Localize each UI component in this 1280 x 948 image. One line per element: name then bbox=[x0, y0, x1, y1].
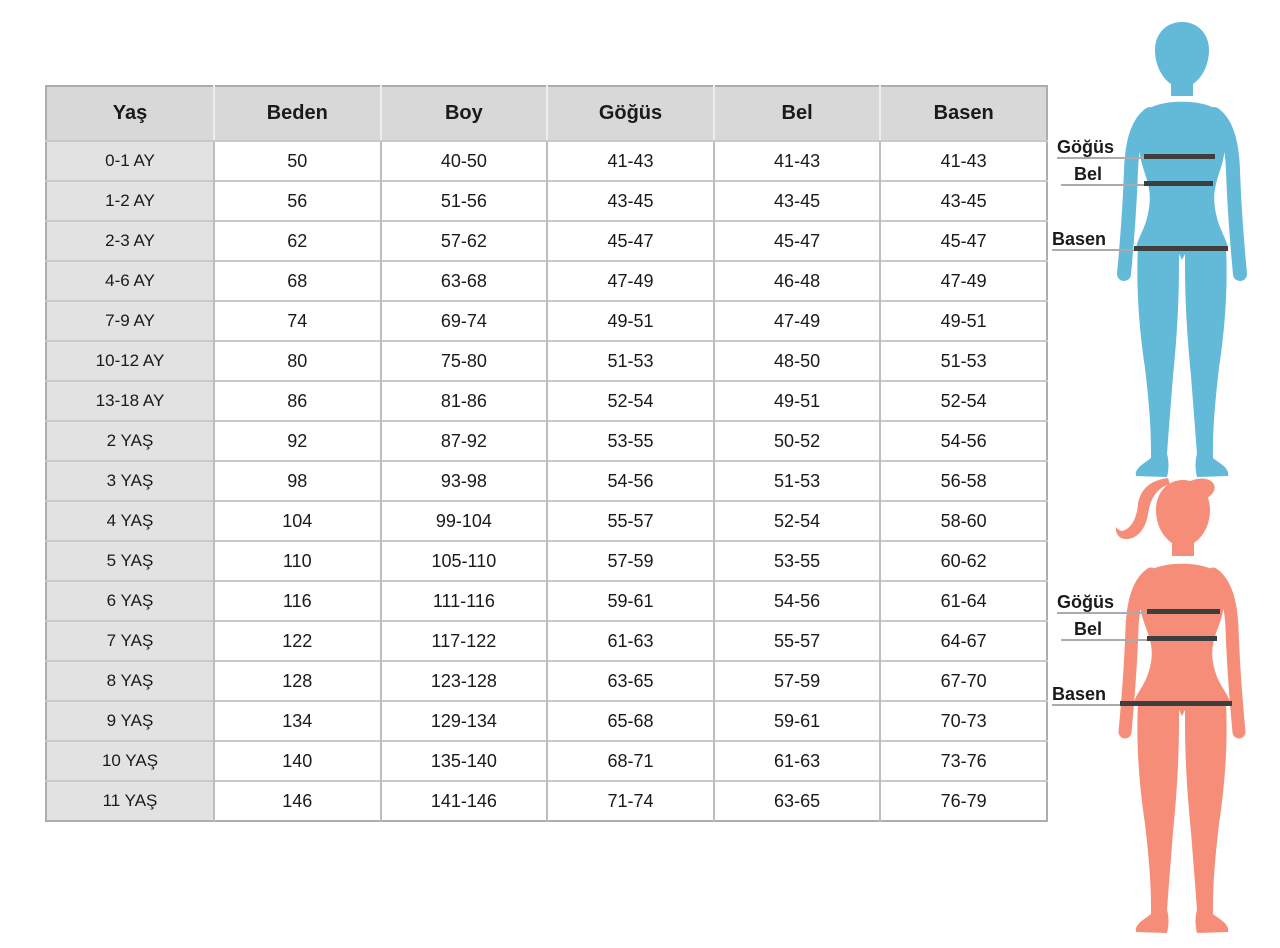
blue-left-leg bbox=[1136, 246, 1179, 477]
table-cell: 51-53 bbox=[880, 341, 1047, 381]
table-cell: 74 bbox=[214, 301, 381, 341]
row-header: 0-1 AY bbox=[46, 141, 214, 181]
girl-silhouette-pink-svg bbox=[1088, 476, 1278, 938]
table-cell: 99-104 bbox=[381, 501, 548, 541]
pink-head bbox=[1156, 480, 1210, 556]
table-cell: 60-62 bbox=[880, 541, 1047, 581]
column-header: Boy bbox=[381, 86, 548, 141]
table-cell: 63-65 bbox=[714, 781, 881, 821]
table-cell: 52-54 bbox=[880, 381, 1047, 421]
table-cell: 141-146 bbox=[381, 781, 548, 821]
table-cell: 81-86 bbox=[381, 381, 548, 421]
child-silhouette-blue bbox=[1088, 20, 1278, 482]
row-header: 2 YAŞ bbox=[46, 421, 214, 461]
column-header: Yaş bbox=[46, 86, 214, 141]
row-header: 6 YAŞ bbox=[46, 581, 214, 621]
table-cell: 59-61 bbox=[547, 581, 714, 621]
table-cell: 56 bbox=[214, 181, 381, 221]
table-cell: 48-50 bbox=[714, 341, 881, 381]
pink-chest-measure-line bbox=[1147, 609, 1220, 614]
pink-left-leg bbox=[1136, 702, 1179, 933]
table-cell: 49-51 bbox=[714, 381, 881, 421]
blue-chest-label: Göğüs bbox=[1057, 137, 1114, 157]
blue-waist-label: Bel bbox=[1074, 164, 1103, 184]
table-row bbox=[46, 541, 1047, 581]
table-cell: 59-61 bbox=[714, 701, 881, 741]
row-header: 10 YAŞ bbox=[46, 741, 214, 781]
table-row bbox=[46, 741, 1047, 781]
table-row bbox=[46, 341, 1047, 381]
table-cell: 54-56 bbox=[714, 581, 881, 621]
table-cell: 69-74 bbox=[381, 301, 548, 341]
table-row bbox=[46, 461, 1047, 501]
table-cell: 45-47 bbox=[547, 221, 714, 261]
table-cell: 43-45 bbox=[714, 181, 881, 221]
table-cell: 116 bbox=[214, 581, 381, 621]
table-cell: 52-54 bbox=[714, 501, 881, 541]
size-table-body bbox=[46, 141, 1047, 821]
table-row bbox=[46, 661, 1047, 701]
column-header: Göğüs bbox=[547, 86, 714, 141]
table-row bbox=[46, 221, 1047, 261]
table-cell: 128 bbox=[214, 661, 381, 701]
table-row bbox=[46, 501, 1047, 541]
table-row bbox=[46, 581, 1047, 621]
table-cell: 140 bbox=[214, 741, 381, 781]
table-cell: 86 bbox=[214, 381, 381, 421]
table-cell: 53-55 bbox=[714, 541, 881, 581]
table-cell: 123-128 bbox=[381, 661, 548, 701]
table-cell: 63-65 bbox=[547, 661, 714, 701]
table-cell: 61-64 bbox=[880, 581, 1047, 621]
table-cell: 104 bbox=[214, 501, 381, 541]
table-cell: 50 bbox=[214, 141, 381, 181]
row-header: 5 YAŞ bbox=[46, 541, 214, 581]
blue-hip-measure-line bbox=[1134, 246, 1228, 251]
table-cell: 51-56 bbox=[381, 181, 548, 221]
table-cell: 62 bbox=[214, 221, 381, 261]
table-row bbox=[46, 381, 1047, 421]
table-cell: 122 bbox=[214, 621, 381, 661]
table-cell: 54-56 bbox=[547, 461, 714, 501]
table-cell: 57-59 bbox=[714, 661, 881, 701]
blue-hip-label: Basen bbox=[1052, 229, 1107, 249]
row-header: 8 YAŞ bbox=[46, 661, 214, 701]
row-header: 7-9 AY bbox=[46, 301, 214, 341]
table-cell: 55-57 bbox=[714, 621, 881, 661]
table-row bbox=[46, 261, 1047, 301]
table-cell: 55-57 bbox=[547, 501, 714, 541]
blue-head bbox=[1155, 22, 1209, 96]
table-cell: 56-58 bbox=[880, 461, 1047, 501]
table-cell: 80 bbox=[214, 341, 381, 381]
table-cell: 68-71 bbox=[547, 741, 714, 781]
table-cell: 53-55 bbox=[547, 421, 714, 461]
table-cell: 61-63 bbox=[714, 741, 881, 781]
pink-right-leg bbox=[1185, 702, 1228, 933]
pink-hip-measure-line bbox=[1120, 701, 1232, 706]
blue-waist-measure-line bbox=[1144, 181, 1213, 186]
table-cell: 52-54 bbox=[547, 381, 714, 421]
child-silhouette-blue-svg bbox=[1088, 20, 1278, 482]
pink-hip-label: Basen bbox=[1052, 684, 1107, 704]
table-row bbox=[46, 421, 1047, 461]
row-header: 10-12 AY bbox=[46, 341, 214, 381]
table-cell: 65-68 bbox=[547, 701, 714, 741]
column-header: Beden bbox=[214, 86, 381, 141]
table-cell: 40-50 bbox=[381, 141, 548, 181]
table-cell: 41-43 bbox=[880, 141, 1047, 181]
row-header: 1-2 AY bbox=[46, 181, 214, 221]
table-cell: 76-79 bbox=[880, 781, 1047, 821]
table-cell: 111-116 bbox=[381, 581, 548, 621]
table-row bbox=[46, 781, 1047, 821]
size-table bbox=[45, 85, 1048, 822]
pink-chest-label: Göğüs bbox=[1057, 592, 1114, 612]
table-cell: 49-51 bbox=[880, 301, 1047, 341]
table-row bbox=[46, 301, 1047, 341]
header-row bbox=[46, 86, 1047, 141]
column-header: Basen bbox=[880, 86, 1047, 141]
row-header: 4 YAŞ bbox=[46, 501, 214, 541]
row-header: 7 YAŞ bbox=[46, 621, 214, 661]
table-cell: 92 bbox=[214, 421, 381, 461]
table-cell: 45-47 bbox=[714, 221, 881, 261]
table-cell: 43-45 bbox=[547, 181, 714, 221]
pink-waist-measure-line bbox=[1147, 636, 1217, 641]
table-cell: 87-92 bbox=[381, 421, 548, 461]
table-cell: 70-73 bbox=[880, 701, 1047, 741]
table-cell: 129-134 bbox=[381, 701, 548, 741]
table-cell: 47-49 bbox=[547, 261, 714, 301]
table-cell: 110 bbox=[214, 541, 381, 581]
blue-chest-measure-line bbox=[1144, 154, 1215, 159]
table-cell: 57-59 bbox=[547, 541, 714, 581]
table-cell: 50-52 bbox=[714, 421, 881, 461]
table-cell: 98 bbox=[214, 461, 381, 501]
table-cell: 67-70 bbox=[880, 661, 1047, 701]
row-header: 4-6 AY bbox=[46, 261, 214, 301]
table-cell: 117-122 bbox=[381, 621, 548, 661]
table-row bbox=[46, 621, 1047, 661]
table-cell: 47-49 bbox=[880, 261, 1047, 301]
row-header: 2-3 AY bbox=[46, 221, 214, 261]
table-cell: 61-63 bbox=[547, 621, 714, 661]
row-header: 13-18 AY bbox=[46, 381, 214, 421]
size-table-header bbox=[46, 86, 1047, 141]
table-cell: 51-53 bbox=[547, 341, 714, 381]
pink-waist-label: Bel bbox=[1074, 619, 1103, 639]
girl-silhouette-pink bbox=[1088, 476, 1278, 938]
table-cell: 73-76 bbox=[880, 741, 1047, 781]
table-row bbox=[46, 181, 1047, 221]
table-cell: 47-49 bbox=[714, 301, 881, 341]
table-cell: 135-140 bbox=[381, 741, 548, 781]
table-cell: 63-68 bbox=[381, 261, 548, 301]
table-cell: 71-74 bbox=[547, 781, 714, 821]
table-cell: 75-80 bbox=[381, 341, 548, 381]
table-cell: 64-67 bbox=[880, 621, 1047, 661]
table-cell: 49-51 bbox=[547, 301, 714, 341]
column-header: Bel bbox=[714, 86, 881, 141]
row-header: 3 YAŞ bbox=[46, 461, 214, 501]
row-header: 11 YAŞ bbox=[46, 781, 214, 821]
table-cell: 41-43 bbox=[714, 141, 881, 181]
table-cell: 134 bbox=[214, 701, 381, 741]
table-cell: 45-47 bbox=[880, 221, 1047, 261]
table-cell: 46-48 bbox=[714, 261, 881, 301]
table-cell: 57-62 bbox=[381, 221, 548, 261]
table-row bbox=[46, 701, 1047, 741]
table-cell: 68 bbox=[214, 261, 381, 301]
table-cell: 41-43 bbox=[547, 141, 714, 181]
blue-right-leg bbox=[1185, 246, 1228, 477]
table-cell: 43-45 bbox=[880, 181, 1047, 221]
table-cell: 93-98 bbox=[381, 461, 548, 501]
table-cell: 54-56 bbox=[880, 421, 1047, 461]
table-cell: 58-60 bbox=[880, 501, 1047, 541]
table-cell: 105-110 bbox=[381, 541, 548, 581]
table-cell: 51-53 bbox=[714, 461, 881, 501]
row-header: 9 YAŞ bbox=[46, 701, 214, 741]
table-cell: 146 bbox=[214, 781, 381, 821]
table-row bbox=[46, 141, 1047, 181]
